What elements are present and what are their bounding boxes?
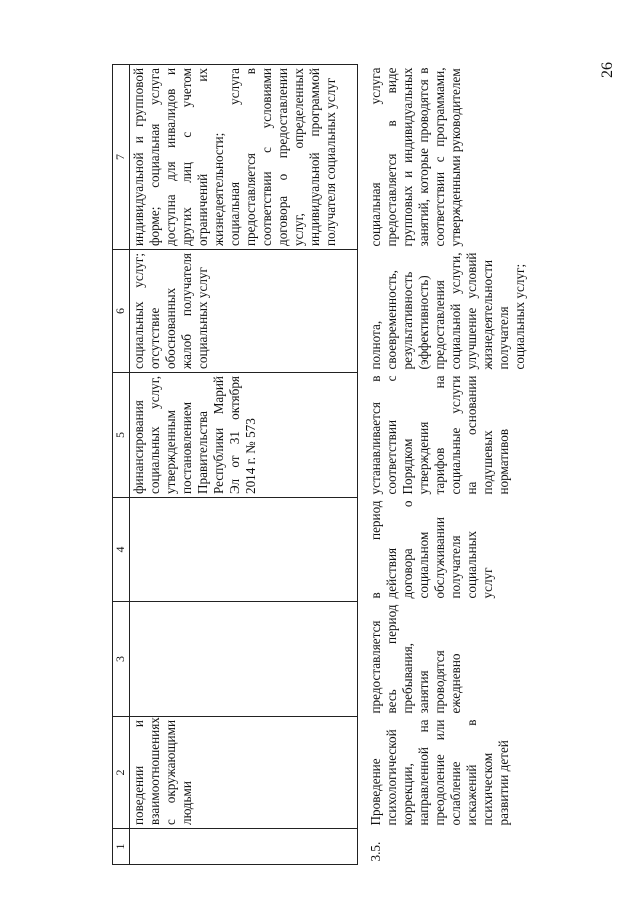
table-row — [130, 65, 358, 865]
cell-cost: устанавливается в соответствии с Порядком утверждения тарифов на социальные услуги на основании подушевых нормативов — [368, 375, 511, 495]
cell-number: 3.5. — [368, 841, 383, 862]
cell-quality: социальных услуг; отсутствие обоснованных жалоб получателя социальных услуг — [130, 250, 358, 373]
cell-number — [130, 829, 358, 865]
cell-conditions: индивидуальной и групповой форме; социальная услуга доступна для инвалидов и других лиц с учетом ограничений их жизнедеятельности; социальная услуга предоставляется в соответствии с условиями договора о предоставлении услуг, определенных индивидуальной программой получателя социальных услуг — [130, 65, 358, 250]
cell-conditions: социальная услуга предоставляется в виде групповых и индивидуальных занятий, которые проводятся в соответствии с программами, утвержденными руководителем — [368, 67, 463, 247]
header-cell-3: 3 — [113, 602, 130, 717]
cell-period: в период действия договора о социальном обслуживании получателя социальных услуг — [368, 500, 495, 599]
cell-quality: полнота, своевременность, результативность (эффективность) предоставления социальной услуги, улучшение условий жизнедеятельности получателя социальных услуг; — [368, 252, 527, 370]
services-table — [112, 64, 567, 865]
table-row — [358, 65, 568, 865]
cell-cost: финансирования социальных услуг, утвержденным постановлением Правительства Республики Марий Эл от 31 октября 2014 г. № 573 — [130, 373, 358, 498]
cell-schedule — [130, 602, 358, 717]
header-cell-1: 1 — [113, 829, 130, 865]
header-cell-6: 6 — [113, 250, 130, 373]
header-cell-4: 4 — [113, 498, 130, 602]
header-cell-7: 7 — [113, 65, 130, 250]
header-row — [113, 65, 130, 865]
header-cell-2: 2 — [113, 717, 130, 829]
cell-period — [130, 498, 358, 602]
page-number: 26 — [599, 62, 616, 78]
cell-service-name: поведении и взаимоотношениях с окружающими людьми — [130, 717, 358, 829]
cell-schedule: предоставляется весь период пребывания, занятия проводятся ежедневно — [368, 604, 463, 714]
header-cell-5: 5 — [113, 373, 130, 498]
rotated-table-page — [112, 65, 592, 865]
cell-service-name: Проведение психологической коррекции, направленной на преодоление или ослабление искажений в психическом развитии детей — [368, 719, 511, 826]
